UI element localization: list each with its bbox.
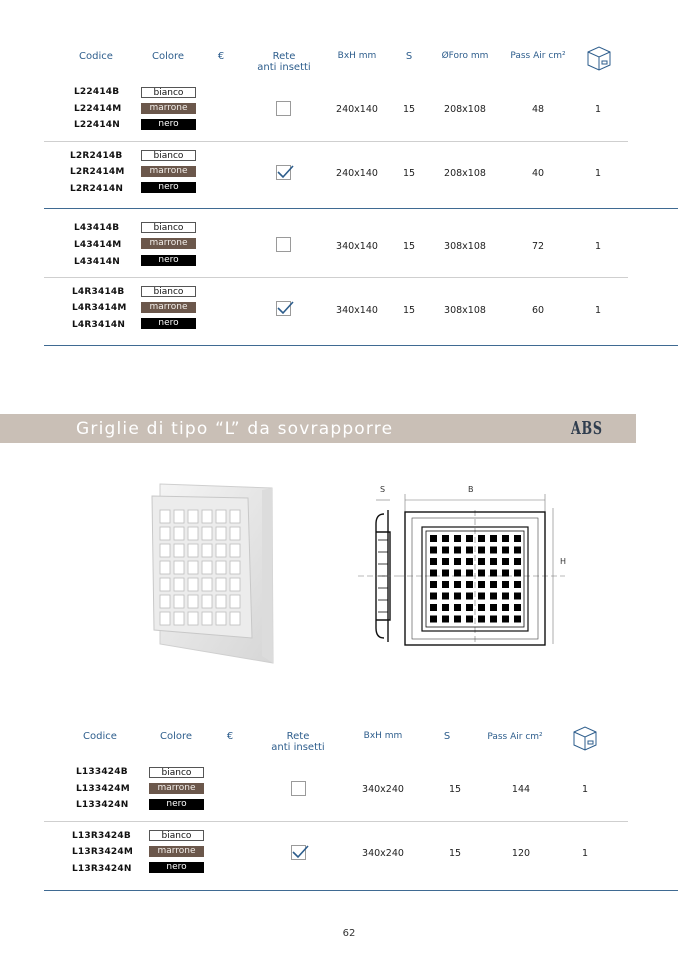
- grille-slot: [174, 527, 184, 540]
- checkmark-icon: [275, 162, 295, 182]
- header-pass-air: Pass Air cm²: [510, 51, 566, 61]
- grille-slot: [216, 527, 226, 540]
- drawing-hole: [430, 616, 437, 623]
- grille-slot: [230, 561, 240, 574]
- drawing-hole: [502, 558, 509, 565]
- drawing-hole: [502, 604, 509, 611]
- drawing-hole: [502, 581, 509, 588]
- technical-drawing: [350, 480, 580, 656]
- color-swatch-nero: nero: [149, 799, 204, 810]
- color-swatch-bianco: bianco: [141, 87, 196, 98]
- drawing-hole: [478, 593, 485, 600]
- header-pass-air: Pass Air cm²: [487, 732, 543, 742]
- color-swatch-bianco: bianco: [141, 222, 196, 233]
- header-codice: Codice: [83, 731, 117, 742]
- color-swatch-nero: nero: [141, 255, 196, 266]
- product-code: L43414N: [74, 257, 120, 267]
- grille-slot: [202, 595, 212, 608]
- product-code: L22414N: [74, 120, 120, 130]
- grille-slot: [188, 612, 198, 625]
- drawing-hole: [502, 535, 509, 542]
- drawing-hole: [478, 604, 485, 611]
- header-bxh: BxH mm: [337, 51, 377, 61]
- grille-slot: [230, 544, 240, 557]
- grille-slot: [174, 561, 184, 574]
- foro-value: 308x108: [444, 305, 486, 316]
- s-value: 15: [448, 784, 462, 795]
- drawing-hole: [430, 535, 437, 542]
- drawing-hole: [478, 535, 485, 542]
- pass-air-value: 40: [531, 168, 545, 179]
- header-codice: Codice: [79, 51, 113, 62]
- color-swatch-marrone: marrone: [141, 166, 196, 177]
- grille-slot: [174, 544, 184, 557]
- row-divider: [44, 821, 628, 822]
- table-bottom-divider: [44, 345, 678, 346]
- drawing-hole: [430, 604, 437, 611]
- pass-air-value: 120: [511, 848, 531, 859]
- drawing-hole: [454, 570, 461, 577]
- bxh-value: 340x240: [362, 784, 404, 795]
- product-code: L2R2414B: [70, 151, 123, 161]
- drawing-hole: [514, 604, 521, 611]
- color-swatch-bianco: bianco: [141, 150, 196, 161]
- grille-slot: [160, 578, 170, 591]
- drawing-hole: [514, 547, 521, 554]
- product-code: L43414M: [74, 240, 122, 250]
- checkmark-icon: [275, 298, 295, 318]
- dim-label-s: S: [380, 485, 386, 494]
- bxh-value: 340x240: [362, 848, 404, 859]
- grille-slot: [230, 510, 240, 523]
- drawing-hole: [514, 581, 521, 588]
- drawing-hole: [478, 547, 485, 554]
- bxh-value: 240x140: [336, 168, 378, 179]
- drawing-hole: [478, 570, 485, 577]
- header-rete: [248, 51, 320, 73]
- rete-checkbox-empty: [276, 237, 291, 252]
- pass-air-value: 48: [531, 104, 545, 115]
- grille-slot: [230, 578, 240, 591]
- drawing-hole: [466, 558, 473, 565]
- qty-value: 1: [594, 104, 602, 115]
- grille-slot: [216, 544, 226, 557]
- grille-slot: [160, 612, 170, 625]
- product-code: L22414B: [74, 87, 120, 97]
- grille-slot: [230, 595, 240, 608]
- drawing-hole: [454, 558, 461, 565]
- drawing-hole: [502, 570, 509, 577]
- header-foro: ØForo mm: [441, 51, 489, 61]
- grille-slot: [216, 578, 226, 591]
- color-swatch-bianco: bianco: [149, 830, 204, 841]
- dim-label-b: B: [468, 485, 474, 494]
- drawing-hole: [490, 593, 497, 600]
- product-code: L133424M: [76, 784, 130, 794]
- pass-air-value: 72: [531, 241, 545, 252]
- drawing-hole: [430, 570, 437, 577]
- row-divider: [44, 141, 628, 142]
- drawing-hole: [454, 547, 461, 554]
- grille-slot: [174, 510, 184, 523]
- header-euro: €: [217, 51, 225, 62]
- drawing-hole: [454, 581, 461, 588]
- header-rete-line2: anti insetti: [271, 742, 325, 753]
- box-icon: [571, 724, 599, 756]
- drawing-hole: [442, 558, 449, 565]
- bxh-value: 240x140: [336, 104, 378, 115]
- drawing-hole: [514, 570, 521, 577]
- grille-slot: [160, 595, 170, 608]
- drawing-hole: [490, 547, 497, 554]
- grille-slot: [160, 510, 170, 523]
- color-swatch-bianco: bianco: [141, 286, 196, 297]
- drawing-hole: [490, 581, 497, 588]
- rete-checkbox-empty: [291, 781, 306, 796]
- grille-slot: [202, 612, 212, 625]
- grille-slot: [160, 527, 170, 540]
- rete-checkbox-checked: [276, 165, 291, 180]
- grille-slot: [216, 561, 226, 574]
- product-code: L22414M: [74, 104, 122, 114]
- qty-value: 1: [581, 784, 589, 795]
- header-s: S: [443, 731, 451, 742]
- drawing-hole: [454, 616, 461, 623]
- color-swatch-marrone: marrone: [149, 846, 204, 857]
- drawing-hole: [466, 616, 473, 623]
- qty-value: 1: [594, 241, 602, 252]
- color-swatch-nero: nero: [141, 318, 196, 329]
- drawing-hole: [466, 535, 473, 542]
- grille-slot: [188, 510, 198, 523]
- row-divider: [44, 277, 628, 278]
- grille-slot: [230, 527, 240, 540]
- drawing-hole: [502, 547, 509, 554]
- header-colore: Colore: [159, 731, 193, 742]
- pass-air-value: 144: [511, 784, 531, 795]
- foro-value: 308x108: [444, 241, 486, 252]
- grille-slot: [216, 595, 226, 608]
- section-band: [0, 414, 636, 443]
- qty-value: 1: [594, 168, 602, 179]
- color-swatch-marrone: marrone: [141, 302, 196, 313]
- drawing-hole: [466, 604, 473, 611]
- drawing-hole: [514, 558, 521, 565]
- color-swatch-marrone: marrone: [149, 783, 204, 794]
- product-code: L133424B: [76, 767, 128, 777]
- drawing-hole: [454, 535, 461, 542]
- drawing-hole: [478, 558, 485, 565]
- material-label: ABS: [571, 418, 603, 439]
- rete-checkbox-checked: [276, 301, 291, 316]
- drawing-hole: [442, 593, 449, 600]
- checkmark-icon: [290, 842, 310, 862]
- drawing-hole: [466, 547, 473, 554]
- grille-slot: [160, 544, 170, 557]
- header-bxh: BxH mm: [363, 731, 403, 741]
- product-code: L133424N: [76, 800, 129, 810]
- drawing-hole: [490, 535, 497, 542]
- grille-slot: [188, 527, 198, 540]
- pass-air-value: 60: [531, 305, 545, 316]
- drawing-hole: [514, 616, 521, 623]
- qty-value: 1: [581, 848, 589, 859]
- bxh-value: 340x140: [336, 305, 378, 316]
- rete-checkbox-empty: [276, 101, 291, 116]
- grille-slot: [188, 544, 198, 557]
- grille-slot: [174, 612, 184, 625]
- s-value: 15: [448, 848, 462, 859]
- drawing-hole: [490, 558, 497, 565]
- drawing-hole: [478, 616, 485, 623]
- product-code: L13R3424M: [72, 847, 133, 857]
- grille-slot: [174, 595, 184, 608]
- drawing-hole: [430, 558, 437, 565]
- drawing-hole: [442, 570, 449, 577]
- header-rete: [262, 731, 334, 753]
- drawing-hole: [514, 535, 521, 542]
- color-swatch-nero: nero: [141, 182, 196, 193]
- header-colore: Colore: [151, 51, 185, 62]
- s-value: 15: [402, 168, 416, 179]
- drawing-hole: [430, 593, 437, 600]
- product-code: L4R3414B: [72, 287, 125, 297]
- grille-slot: [202, 544, 212, 557]
- grille-slot: [202, 578, 212, 591]
- drawing-hole: [442, 547, 449, 554]
- grille-slot: [202, 561, 212, 574]
- grille-slot: [188, 561, 198, 574]
- header-rete-line1: Rete: [272, 51, 296, 62]
- product-code: L4R3414M: [72, 303, 127, 313]
- drawing-hole: [454, 604, 461, 611]
- section-title: Griglie di tipo “L” da sovrapporre: [76, 419, 394, 439]
- product-code: L2R2414N: [70, 184, 124, 194]
- color-swatch-marrone: marrone: [141, 103, 196, 114]
- grille-slot: [202, 510, 212, 523]
- product-code: L43414B: [74, 223, 120, 233]
- drawing-hole: [442, 604, 449, 611]
- drawing-hole: [466, 581, 473, 588]
- drawing-hole: [502, 616, 509, 623]
- drawing-hole: [430, 547, 437, 554]
- product-code: L13R3424B: [72, 831, 131, 841]
- color-swatch-nero: nero: [149, 862, 204, 873]
- qty-value: 1: [594, 305, 602, 316]
- table-bottom-divider: [44, 890, 678, 891]
- page-number: 62: [342, 928, 356, 939]
- drawing-hole: [490, 570, 497, 577]
- drawing-hole: [490, 616, 497, 623]
- color-swatch-nero: nero: [141, 119, 196, 130]
- product-code: L2R2414M: [70, 167, 125, 177]
- header-s: S: [405, 51, 413, 62]
- drawing-hole: [514, 593, 521, 600]
- drawing-hole: [442, 535, 449, 542]
- group-divider: [44, 208, 678, 209]
- color-swatch-marrone: marrone: [141, 238, 196, 249]
- grille-slot: [230, 612, 240, 625]
- drawing-hole: [442, 581, 449, 588]
- bxh-value: 340x140: [336, 241, 378, 252]
- dim-label-h: H: [560, 557, 567, 566]
- header-euro: €: [226, 731, 234, 742]
- grille-slot: [216, 612, 226, 625]
- header-rete-line2: anti insetti: [257, 62, 311, 73]
- grille-slot: [216, 510, 226, 523]
- s-value: 15: [402, 241, 416, 252]
- drawing-hole: [430, 581, 437, 588]
- drawing-hole: [502, 593, 509, 600]
- foro-value: 208x108: [444, 104, 486, 115]
- rete-checkbox-checked: [291, 845, 306, 860]
- product-code: L13R3424N: [72, 864, 132, 874]
- s-value: 15: [402, 305, 416, 316]
- foro-value: 208x108: [444, 168, 486, 179]
- color-swatch-bianco: bianco: [149, 767, 204, 778]
- box-icon: [585, 44, 613, 76]
- drawing-hole: [454, 593, 461, 600]
- s-value: 15: [402, 104, 416, 115]
- drawing-hole: [490, 604, 497, 611]
- grille-slot: [160, 561, 170, 574]
- grille-slot: [174, 578, 184, 591]
- product-code: L4R3414N: [72, 320, 126, 330]
- grille-slot: [202, 527, 212, 540]
- grille-slot: [188, 578, 198, 591]
- drawing-hole: [442, 616, 449, 623]
- drawing-hole: [466, 570, 473, 577]
- product-image: [148, 480, 278, 670]
- drawing-hole: [466, 593, 473, 600]
- drawing-hole: [478, 581, 485, 588]
- header-rete-line1: Rete: [286, 731, 310, 742]
- grille-slot: [188, 595, 198, 608]
